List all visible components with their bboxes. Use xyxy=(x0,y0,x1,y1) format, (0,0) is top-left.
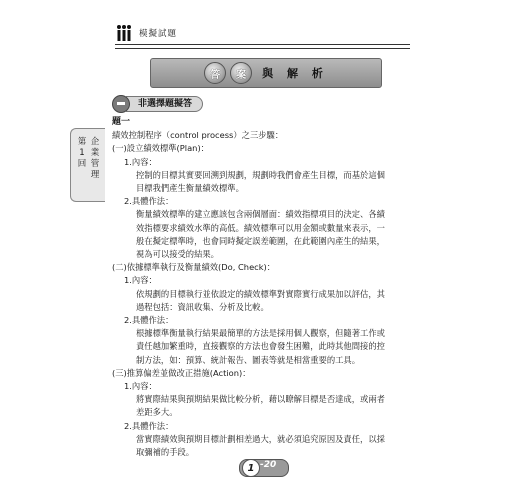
answer-line: 制方法，如：預算、統計報告、圖表等就是相當重要的工具。 xyxy=(136,354,361,365)
page-number-badge xyxy=(239,459,287,475)
answer-line: 當實際績效與預期目標計劃相差過大，就必須追究原因及責任，以採 xyxy=(136,433,385,444)
answer-line: 1.內容： xyxy=(124,275,157,286)
answer-line: 效指標要求績效水準的高低。績效標準可以用金額或數量來表示，一 xyxy=(136,222,385,233)
answer-line: (二)依據標準執行及衡量績效(Do, Check)： xyxy=(112,262,276,273)
answer-line: 2.具體作法： xyxy=(124,196,174,207)
chapter-number: 1 xyxy=(242,459,260,477)
answer-line: 控制的目標其實要回溯到規劃，規劃時我們會產生目標，而基於這個 xyxy=(136,169,385,180)
answer-line: (一)設立績效標準(Plan)： xyxy=(112,143,209,154)
answer-line: (三)推算偏差並做改正措施(Action)： xyxy=(112,367,251,378)
question-title: 題一 xyxy=(112,117,131,127)
question-intro: 績效控制程序（control process）之三步驟： xyxy=(112,130,284,141)
side-tab-round: 第1回 xyxy=(77,137,87,169)
answer-line: 衡量績效標準的建立應該包含兩個層面：績效指標項目的決定、各績 xyxy=(136,209,385,220)
answer-line: 般在擬定標準時，也會同時擬定誤差範圍，在此範圍內產生的結果， xyxy=(136,235,385,246)
banner-seal-1: 答 xyxy=(204,62,226,84)
answer-line: 依規劃的目標執行並依設定的績效標準對實際實行成果加以評估，其 xyxy=(136,288,385,299)
answer-line: 差距多大。 xyxy=(136,407,178,418)
answer-line: 過程包括：資訊收集、分析及比較。 xyxy=(136,301,269,312)
answer-line: 1.內容： xyxy=(124,156,157,167)
answer-banner xyxy=(150,58,382,88)
section-heading xyxy=(112,96,203,112)
answer-line: 將實際結果與預期結果做比較分析，藉以瞭解目標是否達成，或兩者 xyxy=(136,394,385,405)
page-number: -20 xyxy=(260,460,277,470)
answer-line: 1.內容： xyxy=(124,381,157,392)
answer-line: 目標我們產生衡量績效標準。 xyxy=(136,183,244,194)
banner-seal-2: 案 xyxy=(230,62,252,84)
answer-line: 2.具體作法： xyxy=(124,315,174,326)
chapter-side-tab xyxy=(70,128,105,202)
header-title: 模擬試題 xyxy=(139,29,178,39)
section-marker-icon xyxy=(112,95,130,113)
answer-lines xyxy=(112,142,412,459)
section-heading-label: 非選擇題擬答 xyxy=(126,96,203,112)
banner-title: 與 解 析 xyxy=(262,67,328,80)
answer-line: 取彌補的手段。 xyxy=(136,447,195,458)
page-header xyxy=(115,22,177,44)
answer-line: 視為可以接受的結果。 xyxy=(136,249,219,260)
header-divider xyxy=(115,44,410,49)
people-icon xyxy=(115,24,133,42)
answer-line: 2.具體作法： xyxy=(124,420,174,431)
answer-content xyxy=(112,116,412,459)
answer-line: 責任越加繁重時，直接觀察的方法也會發生困難，此時其他間接的控 xyxy=(136,341,385,352)
answer-line: 根據標準衡量執行結果最簡單的方法是採用個人觀察，但隨著工作或 xyxy=(136,328,385,339)
side-tab-subject: 企業管理 xyxy=(90,137,100,180)
